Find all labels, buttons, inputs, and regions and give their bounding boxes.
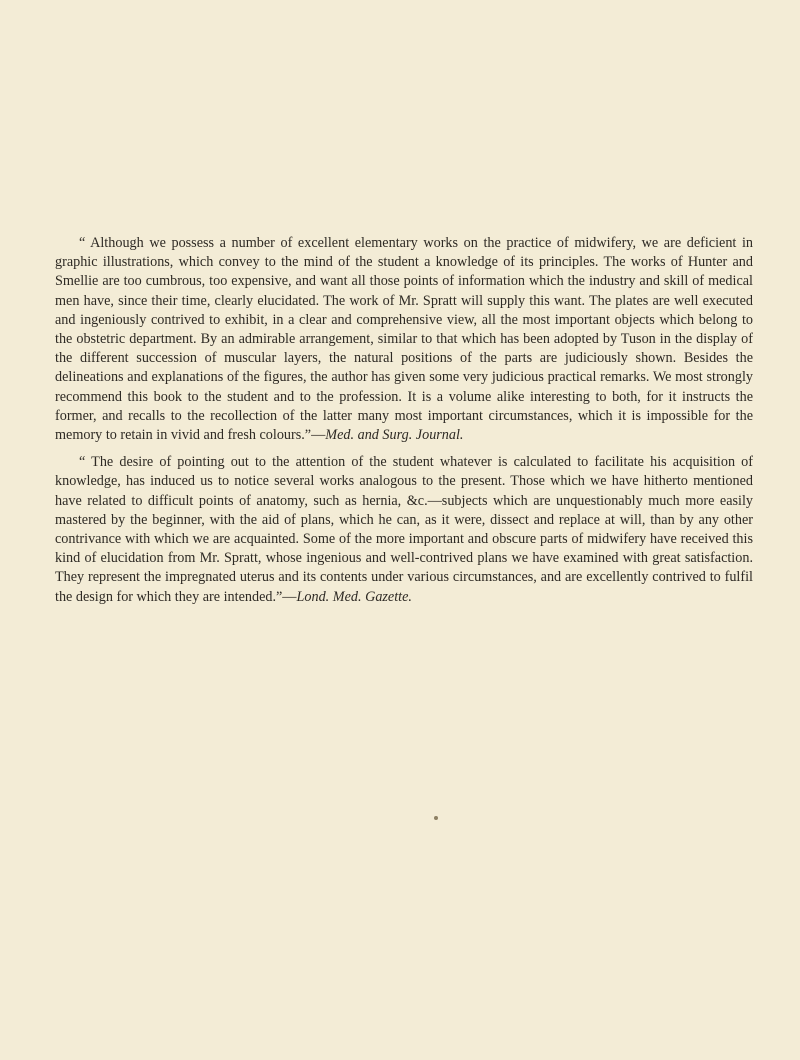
review-source-1: Med. and Surg. Journal. bbox=[325, 427, 464, 444]
review-paragraph-2 bbox=[55, 453, 753, 607]
review-text-1: “ Although we possess a number of excellent elementary works on the practice of midwifery, we are deficient in graphic illustrations, which convey to the mind of the student a knowledge of its principles. The works of Hunter and Smellie are too cumbrous, too expensive, and want all those points of information which the industry and skill of medical men have, since their time, clearly elucidated. The work of Mr. Spratt will supply this want. The plates are well executed and ingeniously contrived to exhibit, in a clear and comprehensive view, all the most important objects which belong to the obstetric department. By an admirable arrangement, similar to that which has been adopted by Tuson in the display of the different succession of muscular layers, the natural positions of the parts are judiciously shown. Besides the delineations and explanations of the figures, the author has given some very judicious practical remarks. We most strongly recommend this book to the student and to the profession. It is a volume alike interesting to both, for it instructs the former, and recalls to the recollection of the latter many most important circumstances, which it is impossible for the memory to retain in vivid and fresh colours.”— bbox=[55, 235, 753, 444]
review-source-2: Lond. Med. Gazette. bbox=[296, 588, 412, 605]
review-text-2: “ The desire of pointing out to the attention of the student whatever is calculated to facilitate his acquisition of knowledge, has induced us to notice several works analogous to the present. Those which we have hitherto mentioned have related to difficult points of anatomy, such as hernia, &c.—subjects which are unquestionably much more easily mastered by the beginner, with the aid of plans, which he can, as it were, dissect and replace at will, than by any other contrivance with which we are acquainted. Some of the more important and obscure parts of midwifery have received this kind of elucidation from Mr. Spratt, whose ingenious and well-contrived plans we have examined with great satisfaction. They represent the impregnated uterus and its contents under various circumstances, and are excellently contrived to fulfil the design for which they are intended.”— bbox=[55, 454, 753, 605]
review-quotes bbox=[55, 234, 753, 615]
paper-speck bbox=[434, 816, 438, 820]
review-paragraph-1 bbox=[55, 234, 753, 445]
